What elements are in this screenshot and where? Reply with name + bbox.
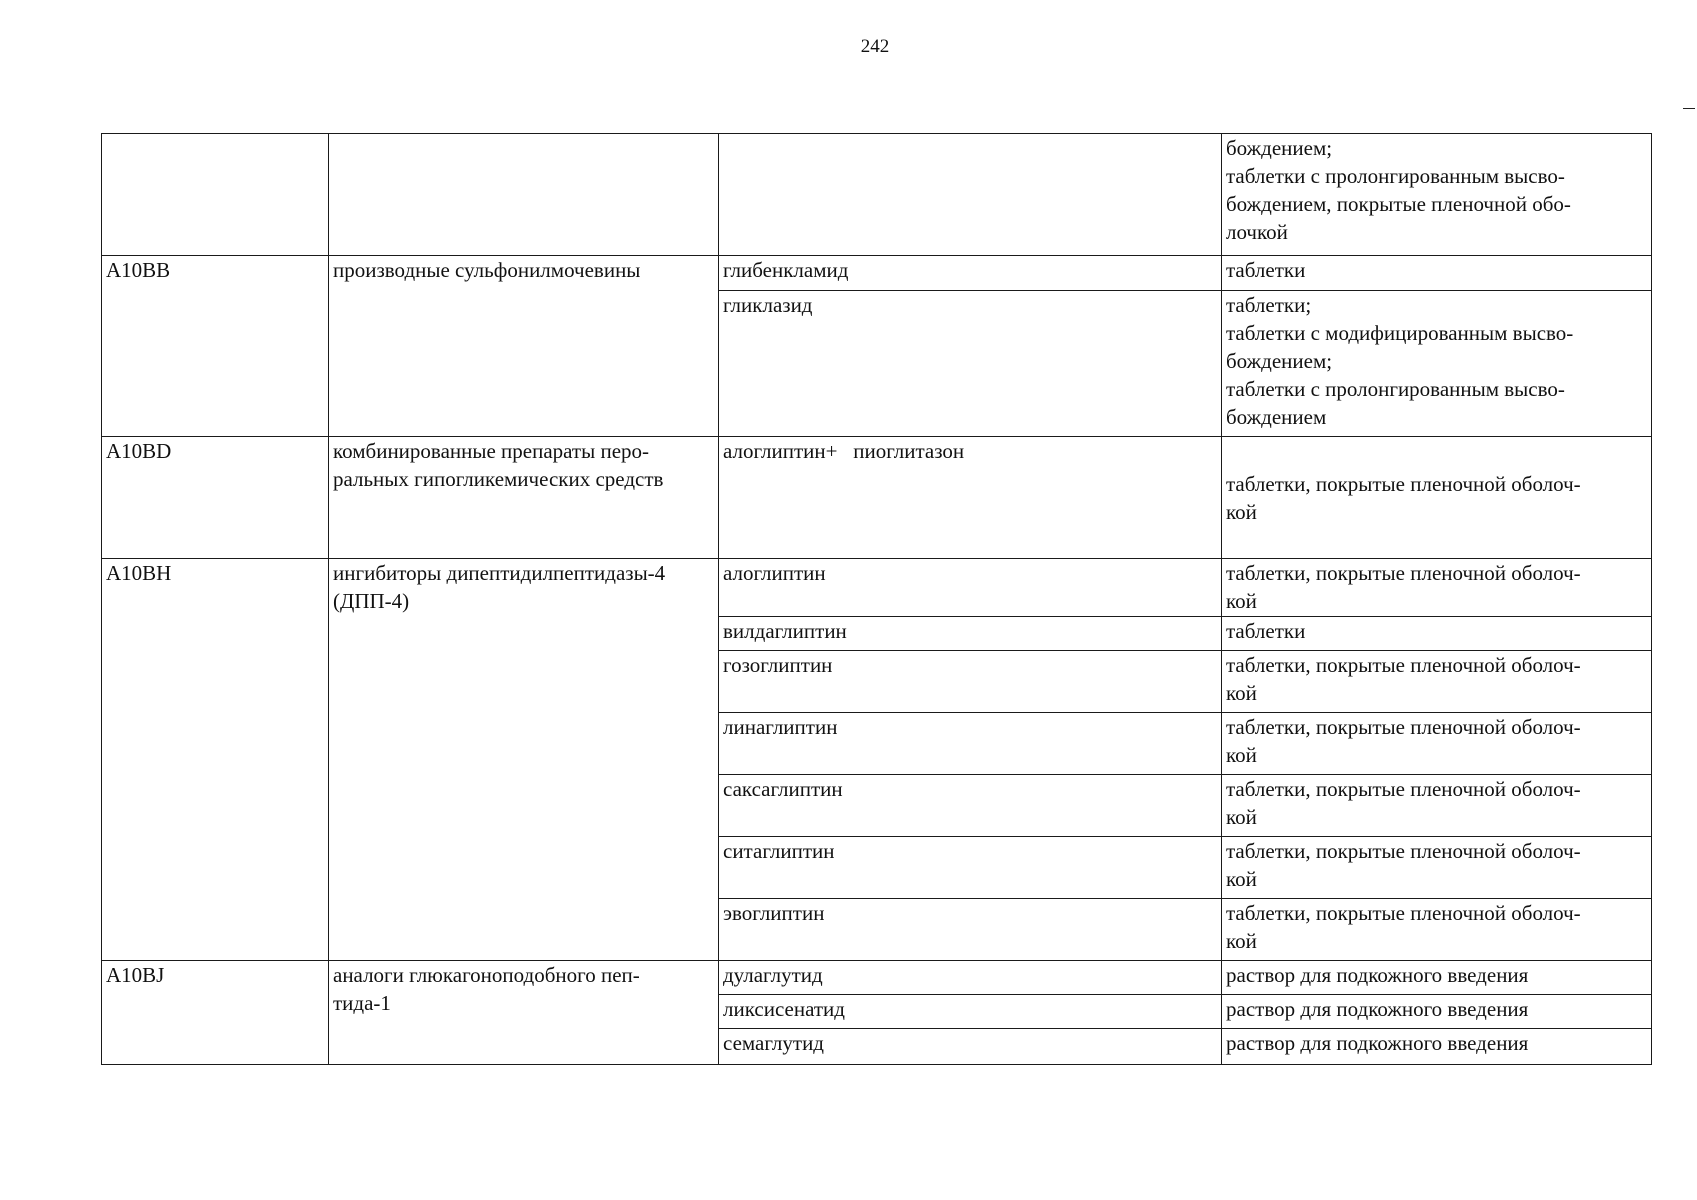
- dosage-form-line: раствор для подкожного введения: [1226, 963, 1529, 987]
- dosage-form-line: бождением;: [1226, 349, 1333, 373]
- group-line: тида-1: [333, 991, 391, 1015]
- dosage-form-line: бождением, покрытые пленочной обо-: [1226, 192, 1571, 216]
- dosage-form-line: кой: [1226, 867, 1257, 891]
- drug-table: [101, 133, 1652, 1065]
- table-row: [102, 134, 1652, 256]
- group-line: аналоги глюкагоноподобного пеп-: [333, 963, 640, 987]
- inn-cell: семаглутид: [719, 1029, 1222, 1065]
- dosage-form-line: таблетки, покрытые пленочной оболоч-: [1226, 777, 1581, 801]
- dosage-form-cell: [1222, 775, 1652, 837]
- table-row: [102, 961, 1652, 995]
- inn-cell: [719, 134, 1222, 256]
- dosage-form-line: таблетки, покрытые пленочной оболоч-: [1226, 471, 1581, 496]
- dosage-form-line: кой: [1226, 499, 1257, 524]
- table-row: [102, 437, 1652, 559]
- group-cell: [329, 437, 719, 559]
- dosage-form-line: кой: [1226, 681, 1257, 705]
- dosage-form-cell: [1222, 559, 1652, 617]
- page-number: 242: [860, 36, 890, 57]
- table-row: [102, 256, 1652, 291]
- group-cell: [329, 134, 719, 256]
- dosage-form-line: раствор для подкожного введения: [1226, 997, 1529, 1021]
- dosage-form-cell: [1222, 617, 1652, 651]
- dosage-form-line: таблетки, покрытые пленочной оболоч-: [1226, 653, 1581, 677]
- dosage-form-cell: [1222, 134, 1652, 256]
- group-cell: [329, 559, 719, 961]
- inn-cell: ликсисенатид: [719, 995, 1222, 1029]
- dosage-form-line: лочкой: [1226, 220, 1288, 244]
- dosage-form-line: бождением: [1226, 405, 1327, 429]
- table-row: [102, 559, 1652, 617]
- dosage-form-cell: [1222, 961, 1652, 995]
- dosage-form-cell: [1222, 995, 1652, 1029]
- dosage-form-cell: [1222, 899, 1652, 961]
- dosage-form-line: кой: [1226, 929, 1257, 953]
- inn-cell: алоглиптин+ пиоглитазон: [719, 437, 1222, 559]
- dosage-form-line: таблетки с пролонгированным высво-: [1226, 164, 1565, 188]
- inn-cell: дулаглутид: [719, 961, 1222, 995]
- inn-cell: линаглиптин: [719, 713, 1222, 775]
- dosage-form-cell: [1222, 291, 1652, 437]
- dosage-form-cell: [1222, 713, 1652, 775]
- dosage-form-line: кой: [1226, 805, 1257, 829]
- inn-cell: эвоглиптин: [719, 899, 1222, 961]
- dosage-form-line: таблетки, покрытые пленочной оболоч-: [1226, 901, 1581, 925]
- inn-cell: саксаглиптин: [719, 775, 1222, 837]
- atc-code-cell: A10BB: [102, 256, 329, 437]
- dosage-form-line: кой: [1226, 589, 1257, 613]
- inn-cell: алоглиптин: [719, 559, 1222, 617]
- dosage-form-line: таблетки: [1226, 258, 1306, 282]
- group-line: комбинированные препараты перо-: [333, 439, 650, 463]
- inn-cell: глибенкламид: [719, 256, 1222, 291]
- dosage-form-line: таблетки, покрытые пленочной оболоч-: [1226, 715, 1581, 739]
- inn-cell: гозоглиптин: [719, 651, 1222, 713]
- inn-cell: ситаглиптин: [719, 837, 1222, 899]
- atc-code-cell: A10BD: [102, 437, 329, 559]
- inn-cell: гликлазид: [719, 291, 1222, 437]
- atc-code-cell: [102, 134, 329, 256]
- group-line: ральных гипогликемических средств: [333, 467, 664, 491]
- dosage-form-cell: [1222, 437, 1652, 559]
- dosage-form-line: кой: [1226, 743, 1257, 767]
- group-line: (ДПП-4): [333, 589, 410, 613]
- inn-cell: вилдаглиптин: [719, 617, 1222, 651]
- group-line: ингибиторы дипептидилпептидазы-4: [333, 561, 666, 585]
- group-cell: [329, 961, 719, 1065]
- dosage-form-line: таблетки, покрытые пленочной оболоч-: [1226, 561, 1581, 585]
- dosage-form-line: бождением;: [1226, 136, 1333, 160]
- margin-mark: [1683, 108, 1695, 109]
- atc-code-cell: A10BH: [102, 559, 329, 961]
- dosage-form-line: таблетки, покрытые пленочной оболоч-: [1226, 839, 1581, 863]
- dosage-form-line: таблетки: [1226, 619, 1306, 643]
- dosage-form-cell: [1222, 1029, 1652, 1065]
- dosage-form-line: таблетки с модифицированным высво-: [1226, 321, 1574, 345]
- dosage-form-line: таблетки с пролонгированным высво-: [1226, 377, 1565, 401]
- dosage-form-cell: [1222, 837, 1652, 899]
- dosage-form-line: таблетки;: [1226, 293, 1312, 317]
- dosage-form-cell: [1222, 651, 1652, 713]
- atc-code-cell: A10BJ: [102, 961, 329, 1065]
- dosage-form-line: раствор для подкожного введения: [1226, 1031, 1529, 1055]
- dosage-form-cell: [1222, 256, 1652, 291]
- group-cell: производные сульфонилмочевины: [329, 256, 719, 437]
